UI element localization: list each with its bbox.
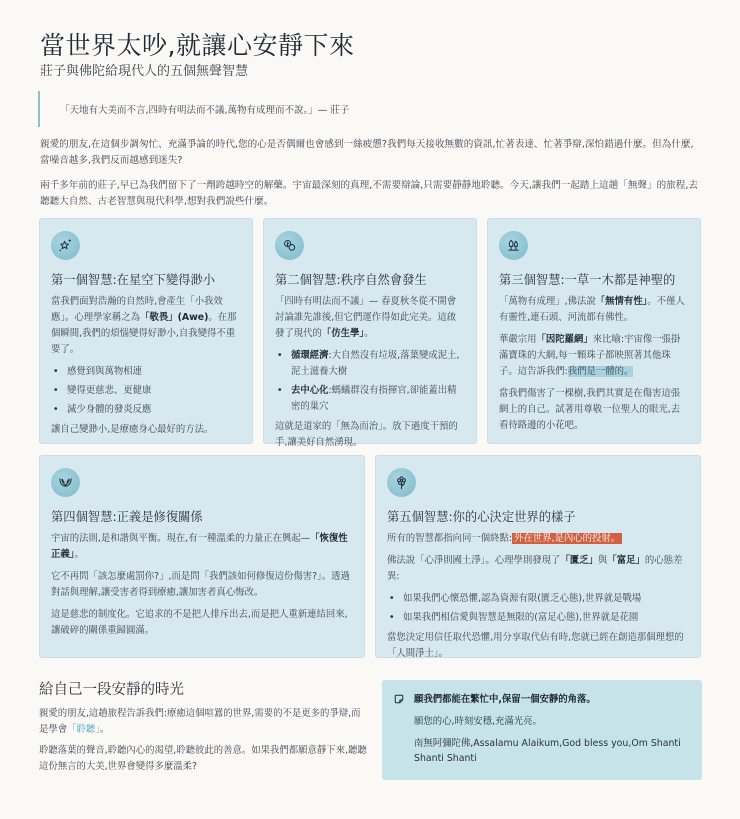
text: 佛法說「心淨則國土淨」。心理學則發現了 — [387, 555, 561, 566]
text: :大自然沒有垃圾,落葉變成泥土,泥土滋養大樹 — [291, 350, 460, 377]
bold-term: 「無情有性」 — [595, 296, 648, 307]
leaves-icon — [275, 231, 304, 260]
card-title: 第五個智慧:你的心決定世界的樣子 — [387, 510, 576, 524]
page-title: 當世界太吵,就讓心安靜下來 — [40, 31, 355, 60]
text: 與 — [597, 555, 608, 566]
list-item — [275, 383, 465, 415]
text: 的心態差異: — [387, 555, 683, 582]
text: 。在那個瞬間,我們的煩惱變得好渺小,自我變得不重要了。 — [51, 312, 237, 355]
card-paragraph — [51, 531, 353, 563]
blessing-line-1: 願我們都能在繁忙中,保留一個安靜的角落。 — [414, 694, 596, 705]
list-item: • 感覺到與萬物相連 — [51, 364, 241, 380]
blessing-line-3: 南無阿彌陀佛,Assalamu Alaikum,God bless you,Om Shanti Shanti Shanti — [414, 738, 681, 764]
list-item: • 如果我們相信愛與智慧是無限的(富足心態),世界就是花園 — [387, 610, 689, 626]
text: 宇宙的法則,是和諧與平衡。現在,有一種溫柔的力量正在興起— — [51, 533, 311, 544]
listen-emphasis: 「聆聽」 — [67, 724, 100, 735]
wisdom-card-3 — [487, 218, 701, 444]
flower-icon — [387, 468, 416, 497]
card-title: 第二個智慧:秩序自然會發生 — [275, 273, 427, 287]
closing-paragraph-2: 聆聽落葉的聲音,聆聽內心的渴望,聆聽彼此的善意。如果我們都願意靜下來,聽聽這份無言的大美,世界會變得多麼溫柔? — [39, 745, 367, 772]
blessing-line-2: 願您的心,時刻安穩,充滿光亮。 — [414, 716, 542, 727]
card-paragraph — [499, 332, 689, 380]
bold-term: 「恢復性正義」 — [51, 533, 348, 560]
card-closing: 這是慈悲的制度化。它追求的不是把人排斥出去,而是把人重新連結回來,讓破碎的關係重歸圓滿。 — [51, 609, 348, 636]
list-item: • 變得更慈悲、更健康 — [51, 383, 241, 399]
card-paragraph — [275, 294, 465, 342]
card-closing: 讓自己變渺小,是療癒身心最好的方法。 — [51, 424, 214, 435]
wisdom-card-1 — [39, 218, 253, 444]
zhuangzi-quote: 「天地有大美而不言,四時有明法而不議,萬物有成理而不說。」— 莊子 — [38, 91, 349, 127]
card-closing: 當我們傷害了一棵樹,我們其實是在傷害這張網上的自己。試著用尊敬一位聖人的眼光,去看待路邊的小花吧。 — [499, 388, 681, 431]
highlighted-text: 我們是一體的。 — [567, 366, 634, 377]
text: 來比喻:宇宙像一張掛滿寶珠的大網,每一顆珠子都映照著其他珠子。這告訴我們: — [499, 334, 681, 377]
trees-icon — [499, 231, 528, 260]
list-item: • 減少身體的發炎反應 — [51, 402, 241, 418]
text: 「萬物有成理」,佛法說 — [499, 296, 596, 307]
card-closing: 當您決定用信任取代恐懼,用分享取代佔有時,您就已經在創造那個理想的「人間淨土」。 — [387, 632, 684, 659]
wisdom-card-2 — [263, 218, 477, 448]
bold-term: 「富足」 — [607, 555, 645, 566]
bold-term: 「匱乏」 — [560, 555, 598, 566]
bullet-list — [387, 591, 689, 626]
text: 。不僅人有靈性,連石頭、河流都有佛性。 — [499, 296, 685, 323]
card-paragraph — [387, 553, 689, 585]
card-paragraph — [499, 294, 689, 326]
text: 華嚴宗用 — [499, 334, 537, 345]
bold-term: 「因陀羅網」 — [536, 334, 593, 345]
card-paragraph — [51, 294, 241, 358]
intro-paragraph-1: 親愛的朋友,在這個步調匆忙、充滿爭論的時代,您的心是否偶爾也會感到一絲疲憊?我們每天接收無數的資訊,忙著表達、忙著爭辯,深怕錯過什麼。但為什麼,當噪音越多,我們反而越感到迷失? — [40, 139, 694, 166]
bold-term: 去中心化 — [291, 385, 329, 396]
bold-term: 「敬畏」(Awe) — [140, 312, 209, 323]
sparkle-star-icon — [51, 231, 80, 260]
closing-paragraph-1 — [39, 706, 369, 738]
wisdom-card-4 — [39, 455, 365, 658]
healing-hands-icon — [51, 468, 80, 497]
card-title: 第一個智慧:在星空下變得渺小 — [51, 273, 216, 287]
text: 。 — [99, 724, 110, 735]
text: 。 — [74, 549, 84, 560]
bullet-list — [275, 348, 465, 415]
text: 。 — [364, 328, 374, 339]
bold-term: 循環經濟 — [291, 350, 329, 361]
highlighted-text: 外在世界,是內心的投射。 — [514, 533, 621, 544]
text: 所有的智慧都指向同一個終點: — [387, 533, 513, 544]
card-title: 第四個智慧:正義是修復關係 — [51, 510, 203, 524]
text: 當我們面對浩瀚的自然時,會產生「小我效應」。心理學家稱之為 — [51, 296, 223, 323]
blessing-callout — [382, 680, 702, 780]
card-title: 第三個智慧:一草一木都是神聖的 — [499, 273, 676, 287]
wisdom-card-5 — [375, 455, 701, 658]
card-paragraph: 它不再問「該怎麼處罰你?」,而是問「我們該如何修復這份傷害?」。透過對話與理解,讓受害者得到療癒,讓加害者真心悔改。 — [51, 571, 350, 598]
bold-term: 「仿生學」 — [321, 328, 365, 339]
note-icon — [394, 694, 404, 704]
list-item — [275, 348, 465, 380]
text: 「四時有明法而不議」— 春夏秋冬從不開會討論誰先誰後,但它們運作得如此完美。這啟發了現代的 — [275, 296, 457, 339]
card-closing: 這就是道家的「無為而治」。放下過度干預的手,讓美好自然湧現。 — [275, 421, 458, 448]
closing-title: 給自己一段安靜的時光 — [39, 682, 184, 698]
page-subtitle: 莊子與佛陀給現代人的五個無聲智慧 — [40, 64, 249, 79]
text: :螞蟻群沒有指揮官,卻能蓋出精密的巢穴 — [291, 385, 457, 412]
text: 親愛的朋友,這趟旅程告訴我們:療癒這個喧囂的世界,需要的不是更多的爭辯,而是學會 — [39, 708, 361, 735]
intro-paragraph-2: 兩千多年前的莊子,早已為我們留下了一劑跨越時空的解藥。宇宙最深刻的真理,不需要辯論,只需要靜靜地聆聽。今天,讓我們一起踏上這趟「無聲」的旅程,去聽聽大自然、古老智慧與現代科學,想對我們說些什麼。 — [40, 180, 699, 207]
bullet-list — [51, 364, 241, 418]
card-paragraph — [387, 531, 689, 547]
list-item: • 如果我們心懷恐懼,認為資源有限(匱乏心態),世界就是戰場 — [387, 591, 689, 607]
